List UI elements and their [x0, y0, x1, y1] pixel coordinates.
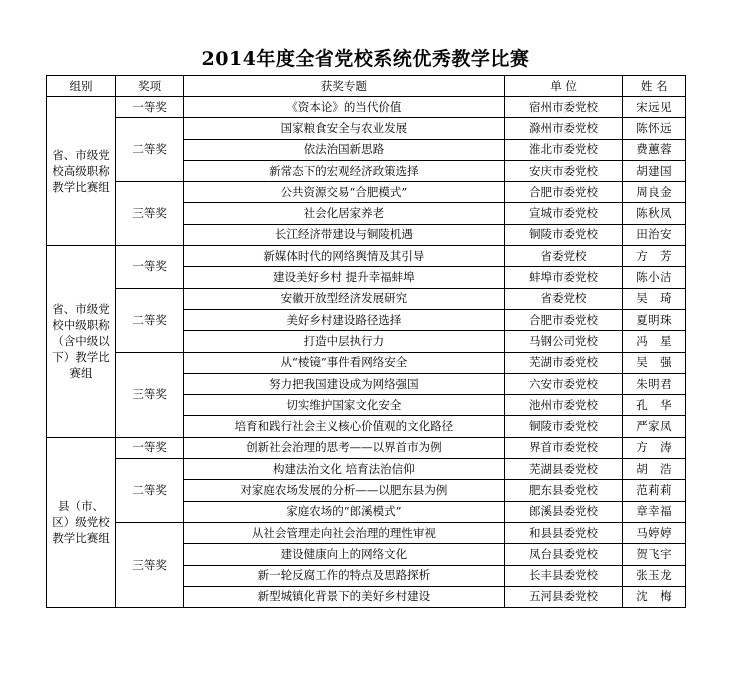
name-cell: 陈秋凤	[623, 203, 686, 224]
award-level: 二等奖	[116, 288, 184, 352]
unit-cell: 铜陵市委党校	[504, 224, 623, 245]
page-title: 2014年度全省党校系统优秀教学比赛	[201, 48, 530, 70]
topic-cell: 新媒体时代的网络舆情及其引导	[184, 246, 505, 267]
awards-table	[46, 75, 686, 608]
header-group: 组别	[47, 76, 116, 97]
unit-cell: 滁州市委党校	[504, 118, 623, 139]
unit-cell: 凤台县委党校	[504, 544, 623, 565]
name-cell: 贺飞宇	[623, 544, 686, 565]
name-cell: 陈小洁	[623, 267, 686, 288]
name-cell: 吴 强	[623, 352, 686, 373]
header-name: 姓 名	[623, 76, 686, 97]
table-row	[47, 522, 686, 543]
unit-cell: 安庆市委党校	[504, 160, 623, 181]
topic-cell: 依法治国新思路	[184, 139, 505, 160]
name-cell: 胡建国	[623, 160, 686, 181]
topic-cell: 美好乡村建设路径选择	[184, 309, 505, 330]
unit-cell: 省委党校	[504, 288, 623, 309]
unit-cell: 蚌埠市委党校	[504, 267, 623, 288]
header-award: 奖项	[116, 76, 184, 97]
topic-cell: 安徽开放型经济发展研究	[184, 288, 505, 309]
topic-cell: 新常态下的宏观经济政策选择	[184, 160, 505, 181]
award-level: 三等奖	[116, 182, 184, 246]
topic-cell: 培育和践行社会主义核心价值观的文化路径	[184, 416, 505, 437]
topic-cell: 构建法治文化 培育法治信仰	[184, 459, 505, 480]
unit-cell: 六安市委党校	[504, 373, 623, 394]
table-row	[47, 437, 686, 458]
header-topic: 获奖专题	[184, 76, 505, 97]
unit-cell: 芜湖市委党校	[504, 352, 623, 373]
table-row	[47, 182, 686, 203]
unit-cell: 铜陵市委党校	[504, 416, 623, 437]
name-cell: 宋远见	[623, 97, 686, 118]
topic-cell: 长江经济带建设与铜陵机遇	[184, 224, 505, 245]
unit-cell: 淮北市委党校	[504, 139, 623, 160]
unit-cell: 和县县委党校	[504, 522, 623, 543]
unit-cell: 宿州市委党校	[504, 97, 623, 118]
unit-cell: 省委党校	[504, 246, 623, 267]
unit-cell: 宣城市委党校	[504, 203, 623, 224]
group-label: 省、市级党校高级职称教学比赛组	[47, 97, 116, 246]
table-row	[47, 246, 686, 267]
topic-cell: 建设美好乡村 提升幸福蚌埠	[184, 267, 505, 288]
name-cell: 吴 琦	[623, 288, 686, 309]
table-row	[47, 459, 686, 480]
topic-cell: 社会化居家养老	[184, 203, 505, 224]
name-cell: 朱明君	[623, 373, 686, 394]
topic-cell: 公共资源交易“合肥模式”	[184, 182, 505, 203]
header-row	[47, 76, 686, 97]
name-cell: 沈 梅	[623, 586, 686, 607]
name-cell: 费蕙蓉	[623, 139, 686, 160]
topic-cell: 建设健康向上的网络文化	[184, 544, 505, 565]
name-cell: 冯 星	[623, 331, 686, 352]
award-level: 一等奖	[116, 437, 184, 458]
award-level: 二等奖	[116, 459, 184, 523]
name-cell: 马婷婷	[623, 522, 686, 543]
name-cell: 田治安	[623, 224, 686, 245]
group-label: 县（市、区）级党校教学比赛组	[47, 437, 116, 607]
unit-cell: 界首市委党校	[504, 437, 623, 458]
unit-cell: 肥东县委党校	[504, 480, 623, 501]
topic-cell: 打造中层执行力	[184, 331, 505, 352]
award-level: 三等奖	[116, 522, 184, 607]
unit-cell: 池州市委党校	[504, 395, 623, 416]
name-cell: 张玉龙	[623, 565, 686, 586]
topic-cell: 从社会管理走向社会治理的理性审视	[184, 522, 505, 543]
award-level: 三等奖	[116, 352, 184, 437]
unit-cell: 合肥市委党校	[504, 182, 623, 203]
name-cell: 周良金	[623, 182, 686, 203]
name-cell: 陈怀远	[623, 118, 686, 139]
award-level: 二等奖	[116, 118, 184, 182]
table-row	[47, 288, 686, 309]
table-row	[47, 118, 686, 139]
unit-cell: 合肥市委党校	[504, 309, 623, 330]
topic-cell: 家庭农场的“郎溪模式”	[184, 501, 505, 522]
topic-cell: 创新社会治理的思考——以界首市为例	[184, 437, 505, 458]
table-row	[47, 352, 686, 373]
name-cell: 严家凤	[623, 416, 686, 437]
topic-cell: 国家粮食安全与农业发展	[184, 118, 505, 139]
name-cell: 胡 浩	[623, 459, 686, 480]
topic-cell: 新型城镇化背景下的美好乡村建设	[184, 586, 505, 607]
name-cell: 孔 华	[623, 395, 686, 416]
name-cell: 方 涛	[623, 437, 686, 458]
award-level: 一等奖	[116, 97, 184, 118]
unit-cell: 长丰县委党校	[504, 565, 623, 586]
header-unit: 单 位	[504, 76, 623, 97]
table-body	[47, 97, 686, 608]
topic-cell: 新一轮反腐工作的特点及思路探析	[184, 565, 505, 586]
topic-cell: 切实维护国家文化安全	[184, 395, 505, 416]
name-cell: 夏明珠	[623, 309, 686, 330]
unit-cell: 马钢公司党校	[504, 331, 623, 352]
name-cell: 章幸福	[623, 501, 686, 522]
award-level: 一等奖	[116, 246, 184, 289]
topic-cell: 从“棱镜”事件看网络安全	[184, 352, 505, 373]
unit-cell: 五河县委党校	[504, 586, 623, 607]
topic-cell: 《资本论》的当代价值	[184, 97, 505, 118]
table-row	[47, 97, 686, 118]
group-label: 省、市级党校中级职称（含中级以下）教学比赛组	[47, 246, 116, 438]
name-cell: 方 芳	[623, 246, 686, 267]
topic-cell: 对家庭农场发展的分析——以肥东县为例	[184, 480, 505, 501]
unit-cell: 郎溪县委党校	[504, 501, 623, 522]
unit-cell: 芜湖县委党校	[504, 459, 623, 480]
name-cell: 范莉莉	[623, 480, 686, 501]
topic-cell: 努力把我国建设成为网络强国	[184, 373, 505, 394]
